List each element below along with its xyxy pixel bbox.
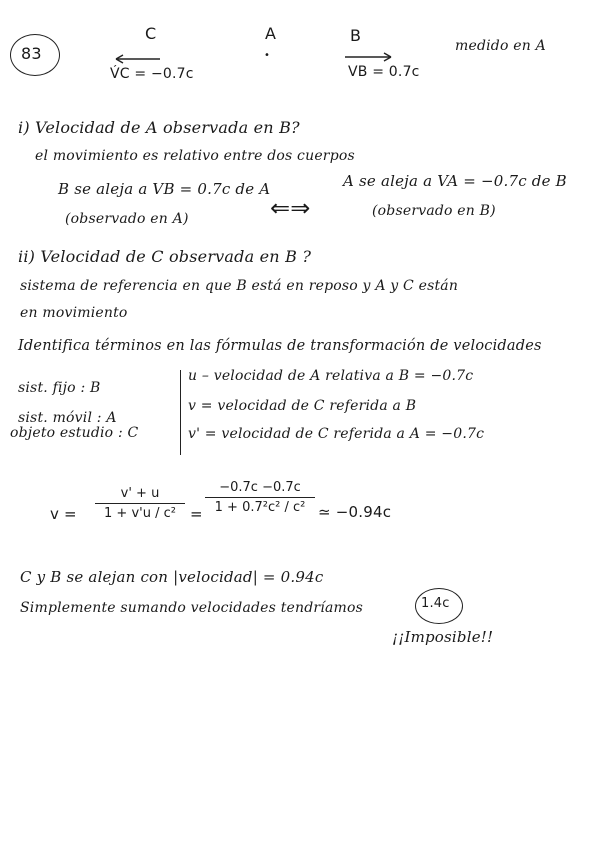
fraction2-denominator: 1 + 0.7²c² / c² xyxy=(214,500,306,515)
impossible-note: ¡¡Imposible!! xyxy=(392,628,494,646)
part2-line2: en movimiento xyxy=(20,305,128,321)
velocity-addition-fraction xyxy=(95,486,185,521)
fraction2-numerator: −0.7c −0.7c xyxy=(219,480,301,495)
measured-in-a-note: medido en A xyxy=(455,38,546,54)
part2-line1: sistema de referencia en que B está en reposo y A y C están xyxy=(20,278,459,294)
b-moves-away: B se aleja a VB = 0.7c de A xyxy=(58,180,271,198)
problem-number: 83 xyxy=(21,44,42,63)
question-1: i) Velocidad de A observada en B? xyxy=(18,118,300,137)
definition-u: u – velocidad de A relativa a B = −0.7c xyxy=(188,368,474,384)
definitions-bracket xyxy=(180,370,181,455)
mobile-system: sist. móvil : A xyxy=(18,410,117,426)
label-c: C xyxy=(145,24,157,43)
numeric-fraction xyxy=(205,480,315,515)
conclusion-line1: C y B se alejan con |velocidad| = 0.94c xyxy=(20,568,324,586)
a-observed-note: (observado en B) xyxy=(372,203,496,219)
definition-v: v = velocidad de C referida a B xyxy=(188,398,417,414)
fraction1-denominator: 1 + v'u / c² xyxy=(104,506,176,521)
label-b: B xyxy=(350,26,362,45)
velocity-b: VB = 0.7c xyxy=(348,64,420,80)
question-2: ii) Velocidad de C observada en B ? xyxy=(18,247,312,266)
part2-line3: Identifica términos en las fórmulas de transformación de velocidades xyxy=(18,338,542,354)
conclusion-line2: Simplemente sumando velocidades tendríamos xyxy=(20,600,363,616)
fraction1-numerator: v' + u xyxy=(120,486,160,501)
point-a: • xyxy=(264,50,271,61)
equivalence-arrow: ⇐⇒ xyxy=(270,194,311,222)
a-moves-away: A se aleja a VA = −0.7c de B xyxy=(343,172,567,190)
circled-sum: 1.4c xyxy=(421,596,450,611)
fraction1-bar xyxy=(95,503,185,504)
formula-lhs: v = xyxy=(50,505,77,523)
arrow-c-left xyxy=(112,54,162,64)
label-a: A xyxy=(265,24,277,43)
formula-equals: = xyxy=(190,505,203,523)
b-observed-note: (observado en A) xyxy=(65,211,189,227)
fixed-system: sist. fijo : B xyxy=(18,380,101,396)
formula-result: ≃ −0.94c xyxy=(318,503,392,521)
fraction2-bar xyxy=(205,497,315,498)
definition-v-prime: v' = velocidad de C referida a A = −0.7c xyxy=(188,426,485,442)
velocity-c: V́C = −0.7c xyxy=(110,66,194,82)
arrow-b-right xyxy=(343,52,395,62)
study-object: objeto estudio : C xyxy=(10,425,139,441)
part1-line1: el movimiento es relativo entre dos cuerpos xyxy=(35,148,355,164)
